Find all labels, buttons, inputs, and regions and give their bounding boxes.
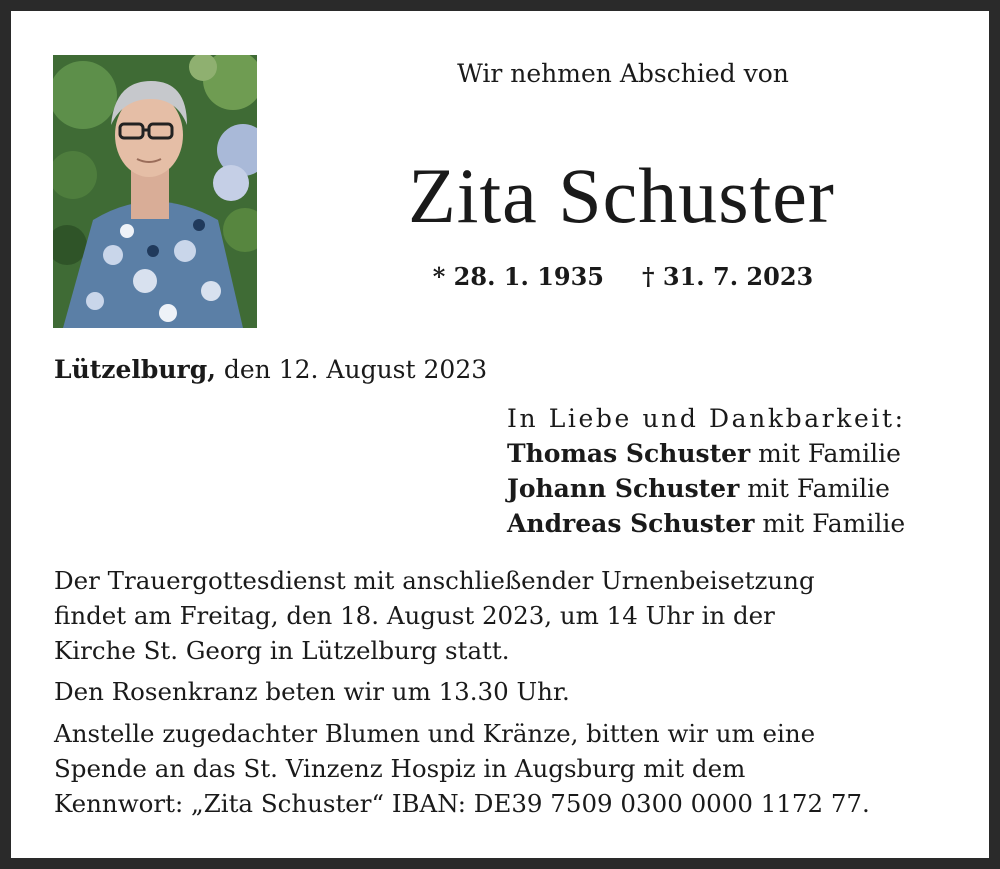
rosary-text: Den Rosenkranz beten wir um 13.30 Uhr. xyxy=(54,677,570,706)
deceased-name: Zita Schuster xyxy=(408,152,835,239)
obituary-card xyxy=(11,11,989,858)
service-line: findet am Freitag, den 18. August 2023, um 14 Uhr in der xyxy=(54,601,775,630)
place-and-date xyxy=(54,355,487,384)
birth-date: * 28. 1. 1935 xyxy=(432,262,604,291)
mourner-suffix: mit Familie xyxy=(747,474,890,503)
mourner-line xyxy=(507,506,906,541)
donation-line: Kennwort: „Zita Schuster“ IBAN: DE39 7509 0300 0000 1172 77. xyxy=(54,789,870,818)
service-line: Kirche St. Georg in Lützelburg statt. xyxy=(54,636,510,665)
lead-text: Wir nehmen Abschied von xyxy=(457,59,789,88)
mourner-suffix: mit Familie xyxy=(762,509,906,538)
mourner-name: Thomas Schuster xyxy=(507,439,751,468)
mourner-name: Johann Schuster xyxy=(507,474,740,503)
mourner-suffix: mit Familie xyxy=(758,439,901,468)
place-name: Lützelburg, xyxy=(54,355,216,384)
mourner-line xyxy=(507,471,906,506)
death-date: † 31. 7. 2023 xyxy=(642,262,814,291)
life-dates xyxy=(323,262,923,291)
donation-line: Spende an das St. Vinzenz Hospiz in Augsburg mit dem xyxy=(54,754,746,783)
date-text: den 12. August 2023 xyxy=(223,355,488,384)
service-line: Der Trauergottesdienst mit anschließender Urnenbeisetzung xyxy=(54,566,815,595)
portrait-photo xyxy=(53,55,257,328)
mourners-intro: In Liebe und Dankbarkeit: xyxy=(507,404,906,433)
mourners-block xyxy=(507,401,906,541)
mourner-name: Andreas Schuster xyxy=(507,509,755,538)
mourner-line xyxy=(507,436,906,471)
donation-line: Anstelle zugedachter Blumen und Kränze, bitten wir um eine xyxy=(54,719,816,748)
